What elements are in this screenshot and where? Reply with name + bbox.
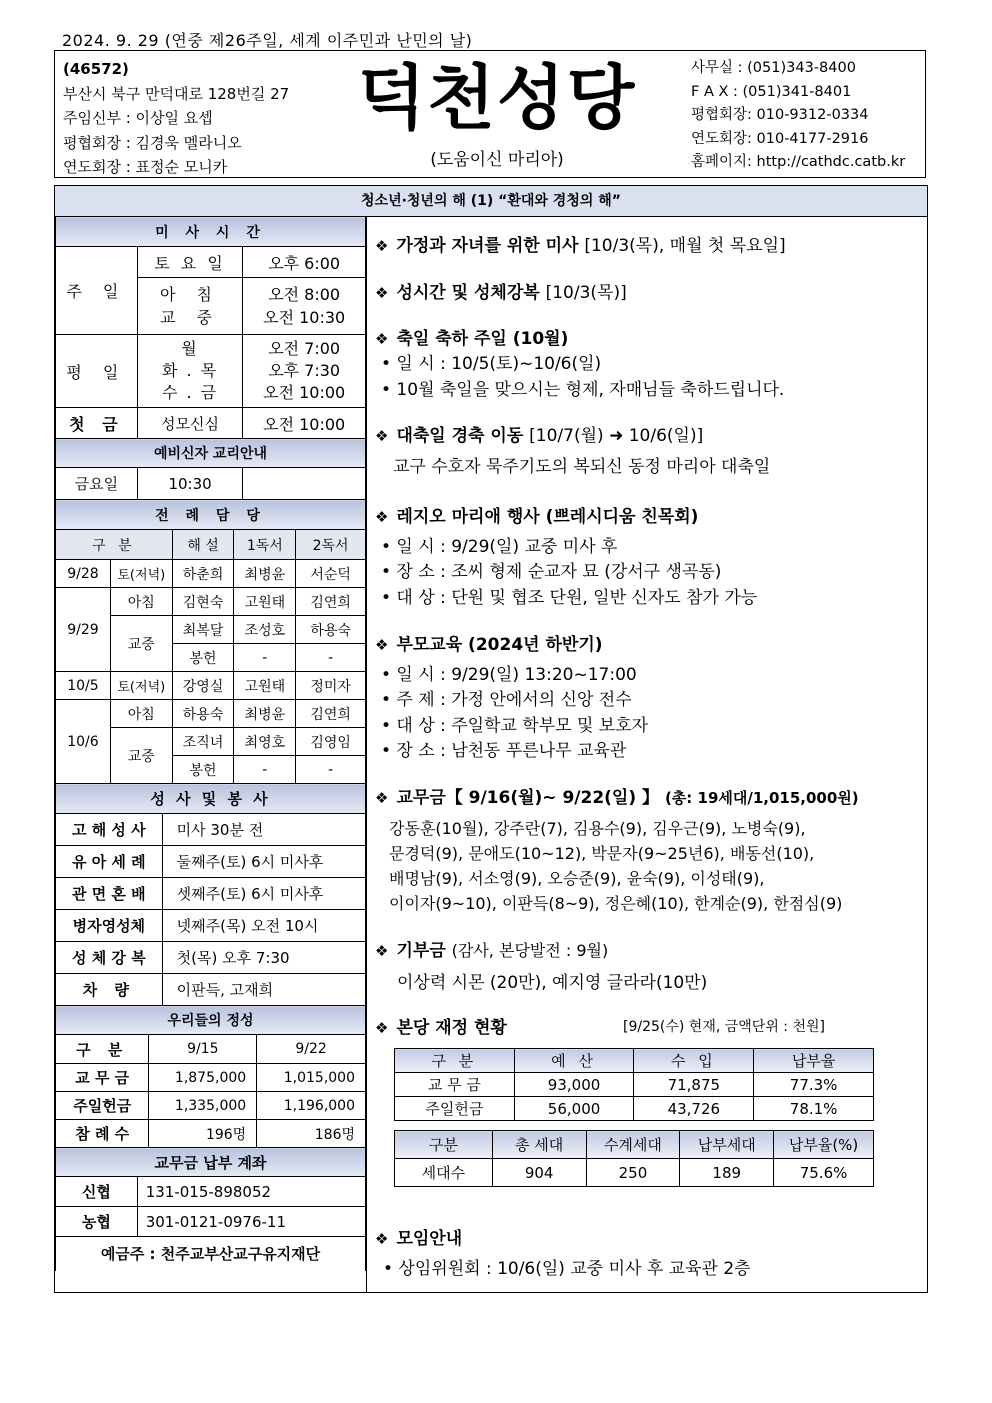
sacraments-table bbox=[55, 783, 366, 1006]
liturgy-cell: 고원태 bbox=[234, 672, 296, 700]
notice-family-mass bbox=[375, 231, 786, 256]
liturgy-cell: - bbox=[296, 644, 366, 672]
morning-label: 아 침 bbox=[160, 285, 221, 304]
sunday-mass-labels bbox=[137, 278, 243, 335]
morning-time: 오전 8:00 bbox=[268, 285, 341, 304]
dues-names-line: 배명남(9), 서소영(9), 오승준(9), 윤숙(9), 이성태(9), bbox=[389, 869, 765, 888]
notice-heading: 부모교육 (2024년 하반기) bbox=[396, 635, 603, 655]
finance-cell: 주일헌금 bbox=[395, 1097, 515, 1121]
liturgy-cell: 김연희 bbox=[296, 700, 366, 728]
notice-date: [10/3(목)] bbox=[545, 283, 627, 303]
offerings-value: 186명 bbox=[257, 1120, 366, 1148]
header-contacts bbox=[691, 57, 905, 175]
household-header: 구분 bbox=[395, 1131, 493, 1159]
household-table bbox=[394, 1130, 874, 1187]
fax: F A X : (051)341-8401 bbox=[691, 83, 852, 100]
finance-cell: 56,000 bbox=[514, 1097, 634, 1121]
dues-names-line: 이이자(9~10), 이판득(8~9), 정은혜(10), 한계순(9), 한점심(9) bbox=[389, 894, 843, 913]
liturgy-cell: 김연희 bbox=[296, 588, 366, 616]
sat-label: 토 요 일 bbox=[137, 247, 243, 278]
notice-holy-hour bbox=[375, 278, 627, 303]
finance-header: 납부율 bbox=[754, 1049, 874, 1073]
notice-line: • 상임위원회 : 10/6(일) 교중 미사 후 교육관 2층 bbox=[383, 1259, 751, 1279]
liturgy-cell: 최병윤 bbox=[234, 700, 296, 728]
notice-heading: 대축일 경축 이동 bbox=[396, 426, 524, 446]
notice-date: [10/3(목), 매월 첫 목요일] bbox=[584, 236, 786, 256]
catechumen-time: 10:30 bbox=[137, 468, 243, 500]
notice-line: • 일 시 : 9/29(일) 13:20~17:00 bbox=[381, 665, 637, 685]
diamond-bullet-icon: ❖ bbox=[375, 284, 389, 302]
wed-label: 수 . 금 bbox=[161, 383, 219, 402]
wed-time: 오전 10:00 bbox=[263, 383, 346, 402]
sacrament-value: 첫(목) 오후 7:30 bbox=[162, 942, 365, 974]
notice-line: • 일 시 : 10/5(토)~10/6(일) bbox=[381, 354, 602, 374]
liturgy-header-reading1: 1독서 bbox=[234, 530, 296, 560]
federation-head: 연도회장 : 표정순 모니카 bbox=[63, 158, 228, 176]
offerings-value: 1,196,000 bbox=[257, 1092, 366, 1120]
liturgy-mass: 교중 bbox=[110, 728, 172, 784]
finance-cell: 교 무 금 bbox=[395, 1073, 515, 1097]
finance-cell: 77.3% bbox=[754, 1073, 874, 1097]
liturgy-cell: - bbox=[234, 644, 296, 672]
year-banner: 청소년·청년의 해 (1) “환대와 경청의 해” bbox=[55, 186, 927, 217]
liturgy-cell: 하춘희 bbox=[172, 560, 234, 588]
notice-heading: 모임안내 bbox=[396, 1229, 463, 1249]
sacrament-value: 이판득, 고재희 bbox=[162, 974, 365, 1006]
finance-note: [9/25(수) 현재, 금액단위 : 천원] bbox=[623, 1019, 825, 1035]
offerings-value: 1,015,000 bbox=[257, 1064, 366, 1092]
sacrament-key: 병자영성체 bbox=[56, 910, 163, 942]
notice-line: • 장 소 : 남천동 푸른나무 교육관 bbox=[381, 741, 627, 761]
catechumen-day: 금요일 bbox=[56, 468, 138, 500]
liturgy-date: 9/29 bbox=[56, 588, 111, 672]
homepage[interactable]: 홈페이지: http://cathdc.catb.kr bbox=[691, 154, 906, 170]
main-content bbox=[54, 185, 928, 1293]
diamond-bullet-icon: ❖ bbox=[375, 237, 389, 255]
liturgy-cell: - bbox=[234, 756, 296, 784]
liturgy-mass: 토(저녁) bbox=[110, 672, 172, 700]
notice-meetings bbox=[375, 1224, 462, 1249]
office-phone: 사무실 : (051)343-8400 bbox=[691, 60, 856, 76]
household-header: 납부율(%) bbox=[774, 1131, 874, 1159]
offerings-key: 참 례 수 bbox=[56, 1120, 149, 1148]
liturgy-cell: 고원태 bbox=[234, 588, 296, 616]
account-holder: 예금주 : 천주교부산교구유지재단 bbox=[56, 1237, 366, 1271]
notice-line: • 주 제 : 가정 안에서의 신앙 전수 bbox=[381, 690, 632, 710]
notice-heading: 교무금【 9/16(월)~ 9/22(일) 】 bbox=[396, 788, 660, 808]
notice-legio bbox=[375, 502, 698, 527]
diamond-bullet-icon: ❖ bbox=[375, 942, 389, 960]
notice-heading: 축일 축하 주일 (10월) bbox=[396, 329, 569, 349]
finance-cell: 43,726 bbox=[634, 1097, 754, 1121]
parish-title: 덕천성당 bbox=[357, 57, 637, 139]
household-header: 수계세대 bbox=[586, 1131, 680, 1159]
liturgy-offering: 봉헌 bbox=[172, 644, 234, 672]
sacrament-key: 고 해 성 사 bbox=[56, 814, 163, 846]
liturgy-table bbox=[55, 499, 366, 784]
notice-total: (총: 19세대/1,015,000원) bbox=[664, 789, 859, 807]
sacrament-value: 넷째주(목) 오전 10시 bbox=[162, 910, 365, 942]
notice-church-dues bbox=[375, 783, 859, 808]
diamond-bullet-icon: ❖ bbox=[375, 508, 389, 526]
liturgy-cell: 조직녀 bbox=[172, 728, 234, 756]
notice-donation bbox=[375, 936, 608, 961]
federation-phone: 연도회장: 010-4177-2916 bbox=[691, 130, 869, 147]
sunday-label: 주 일 bbox=[56, 247, 138, 335]
notice-line: • 10월 축일을 맞으시는 형제, 자매님들 축하드립니다. bbox=[381, 380, 785, 400]
household-cell: 250 bbox=[586, 1159, 680, 1187]
notice-line: • 장 소 : 조씨 형제 순교자 묘 (강서구 생곡동) bbox=[381, 562, 722, 582]
sacrament-value: 미사 30분 전 bbox=[162, 814, 365, 846]
first-fri-name: 성모신심 bbox=[137, 408, 243, 439]
zip-code: (46572) bbox=[63, 60, 129, 78]
sunday-mass-times bbox=[243, 278, 366, 335]
liturgy-offering: 봉헌 bbox=[172, 756, 234, 784]
pastor: 주임신부 : 이상일 요셉 bbox=[63, 109, 213, 127]
liturgy-date: 10/6 bbox=[56, 700, 111, 784]
notice-line: 교구 수호자 묵주기도의 복되신 동정 마리아 대축일 bbox=[393, 457, 771, 477]
notice-line: 이상력 시몬 (20만), 예지영 글라라(10만) bbox=[397, 973, 708, 993]
notice-feast-day bbox=[375, 324, 568, 349]
notice-date: [10/7(월) ➜ 10/6(일)] bbox=[529, 426, 704, 446]
liturgy-cell: 조성호 bbox=[234, 616, 296, 644]
finance-header: 구 분 bbox=[395, 1049, 515, 1073]
diamond-bullet-icon: ❖ bbox=[375, 789, 389, 807]
household-header: 총 세대 bbox=[492, 1131, 586, 1159]
sacraments-title: 성 사 및 봉 사 bbox=[56, 784, 366, 814]
diamond-bullet-icon: ❖ bbox=[375, 636, 389, 654]
mass-schedule-table bbox=[55, 216, 366, 439]
liturgy-cell: 정미자 bbox=[296, 672, 366, 700]
liturgy-mass: 아침 bbox=[110, 588, 172, 616]
bank-name: 농협 bbox=[56, 1207, 138, 1237]
first-fri-time: 오전 10:00 bbox=[243, 408, 366, 439]
household-cell: 75.6% bbox=[774, 1159, 874, 1187]
household-cell: 904 bbox=[492, 1159, 586, 1187]
liturgy-header-commentary: 해 설 bbox=[172, 530, 234, 560]
sat-time: 오후 6:00 bbox=[243, 247, 366, 278]
notice-heading: 본당 재정 현황 bbox=[396, 1018, 507, 1038]
notice-line: • 일 시 : 9/29(일) 교중 미사 후 bbox=[381, 537, 618, 557]
catechumen-empty bbox=[243, 468, 366, 500]
council-head: 평협회장 : 김경욱 멜라니오 bbox=[63, 133, 242, 152]
notice-parent-education bbox=[375, 630, 603, 655]
parish-subtitle: (도움이신 마리아) bbox=[430, 150, 564, 170]
diamond-bullet-icon: ❖ bbox=[375, 427, 389, 445]
address: 부산시 북구 만덕대로 128번길 27 bbox=[63, 84, 290, 103]
diamond-bullet-icon: ❖ bbox=[375, 1230, 389, 1248]
liturgy-title: 전 례 담 당 bbox=[56, 500, 366, 530]
liturgy-date: 9/28 bbox=[56, 560, 111, 588]
header bbox=[54, 50, 926, 178]
sacrament-key: 성 체 강 복 bbox=[56, 942, 163, 974]
offerings-table bbox=[55, 1005, 366, 1148]
catechumen-table bbox=[55, 438, 366, 500]
notice-heading: 기부금 bbox=[396, 941, 446, 961]
bulletin-date: 2024. 9. 29 (연중 제26주일, 세계 이주민과 난민의 날) bbox=[62, 31, 473, 50]
tue-time: 오후 7:30 bbox=[268, 361, 341, 380]
sacrament-value: 둘째주(토) 6시 미사후 bbox=[162, 846, 365, 878]
mon-label: 월 bbox=[181, 339, 199, 358]
liturgy-mass: 아침 bbox=[110, 700, 172, 728]
liturgy-cell: - bbox=[296, 756, 366, 784]
sacrament-value: 셋째주(토) 6시 미사후 bbox=[162, 878, 365, 910]
liturgy-cell: 서순덕 bbox=[296, 560, 366, 588]
liturgy-cell: 김영임 bbox=[296, 728, 366, 756]
notice-solemnity bbox=[375, 421, 703, 446]
left-column bbox=[55, 216, 367, 1293]
household-cell: 세대수 bbox=[395, 1159, 493, 1187]
household-cell: 189 bbox=[680, 1159, 774, 1187]
mon-time: 오전 7:00 bbox=[268, 339, 341, 358]
offerings-key: 교 무 금 bbox=[56, 1064, 149, 1092]
offerings-header: 9/15 bbox=[149, 1035, 257, 1064]
offerings-value: 1,875,000 bbox=[149, 1064, 257, 1092]
parish-mass-time: 오전 10:30 bbox=[263, 308, 346, 327]
notice-line: • 대 상 : 주일학교 학부모 및 보호자 bbox=[381, 716, 649, 736]
mass-title: 미 사 시 간 bbox=[56, 217, 366, 247]
liturgy-cell: 최복달 bbox=[172, 616, 234, 644]
sacrament-key: 관 면 혼 배 bbox=[56, 878, 163, 910]
dues-names-line: 문경덕(9), 문애도(10~12), 박문자(9~25년6), 배동선(10), bbox=[389, 844, 815, 863]
offerings-key: 주일헌금 bbox=[56, 1092, 149, 1120]
liturgy-cell: 김현숙 bbox=[172, 588, 234, 616]
notice-line: • 대 상 : 단원 및 협조 단원, 일반 신자도 참가 가능 bbox=[381, 588, 758, 608]
finance-cell: 93,000 bbox=[514, 1073, 634, 1097]
liturgy-cell: 최병윤 bbox=[234, 560, 296, 588]
council-phone: 평협회장: 010-9312-0334 bbox=[691, 107, 869, 123]
account-number: 131-015-898052 bbox=[137, 1177, 365, 1207]
parish-mass-label: 교 중 bbox=[160, 308, 221, 327]
account-number: 301-0121-0976-11 bbox=[137, 1207, 365, 1237]
finance-header: 수 입 bbox=[634, 1049, 754, 1073]
liturgy-mass: 교중 bbox=[110, 616, 172, 672]
notice-heading: 성시간 및 성체강복 bbox=[396, 283, 540, 303]
finance-table bbox=[394, 1048, 874, 1121]
tue-label: 화 . 목 bbox=[161, 361, 219, 380]
notice-finance bbox=[375, 1013, 507, 1038]
header-parish-info bbox=[63, 57, 289, 180]
notices-column bbox=[367, 216, 927, 1293]
liturgy-cell: 강영실 bbox=[172, 672, 234, 700]
finance-cell: 71,875 bbox=[634, 1073, 754, 1097]
offerings-value: 1,335,000 bbox=[149, 1092, 257, 1120]
liturgy-mass: 토(저녁) bbox=[110, 560, 172, 588]
sacrament-key: 유 아 세 례 bbox=[56, 846, 163, 878]
offerings-header: 구 분 bbox=[56, 1035, 149, 1064]
weekday-label: 평 일 bbox=[56, 335, 138, 408]
finance-cell: 78.1% bbox=[754, 1097, 874, 1121]
liturgy-cell: 최영호 bbox=[234, 728, 296, 756]
offerings-header: 9/22 bbox=[257, 1035, 366, 1064]
sacrament-key: 차 량 bbox=[56, 974, 163, 1006]
account-table bbox=[55, 1147, 366, 1271]
household-header: 납부세대 bbox=[680, 1131, 774, 1159]
liturgy-cell: 하용숙 bbox=[296, 616, 366, 644]
diamond-bullet-icon: ❖ bbox=[375, 330, 389, 348]
notice-note: (감사, 본당발전 : 9월) bbox=[451, 941, 609, 960]
weekday-mass-labels bbox=[137, 335, 243, 408]
weekday-mass-times bbox=[243, 335, 366, 408]
liturgy-cell: 하용숙 bbox=[172, 700, 234, 728]
first-fri-label: 첫 금 bbox=[56, 408, 138, 439]
offerings-value: 196명 bbox=[149, 1120, 257, 1148]
liturgy-header-reading2: 2독서 bbox=[296, 530, 366, 560]
catechumen-title: 예비신자 교리안내 bbox=[56, 439, 366, 468]
account-title: 교무금 납부 계좌 bbox=[56, 1148, 366, 1177]
finance-header: 예 산 bbox=[514, 1049, 634, 1073]
liturgy-date: 10/5 bbox=[56, 672, 111, 700]
dues-names-line: 강동훈(10월), 강주란(7), 김용수(9), 김우근(9), 노병숙(9), bbox=[389, 819, 806, 838]
notice-heading: 레지오 마리애 행사 (쁘레시디움 친목회) bbox=[396, 507, 699, 527]
offerings-title: 우리들의 정성 bbox=[56, 1006, 366, 1035]
diamond-bullet-icon: ❖ bbox=[375, 1019, 389, 1037]
liturgy-header-category: 구 분 bbox=[56, 530, 173, 560]
notice-heading: 가정과 자녀를 위한 미사 bbox=[396, 236, 579, 256]
bank-name: 신협 bbox=[56, 1177, 138, 1207]
